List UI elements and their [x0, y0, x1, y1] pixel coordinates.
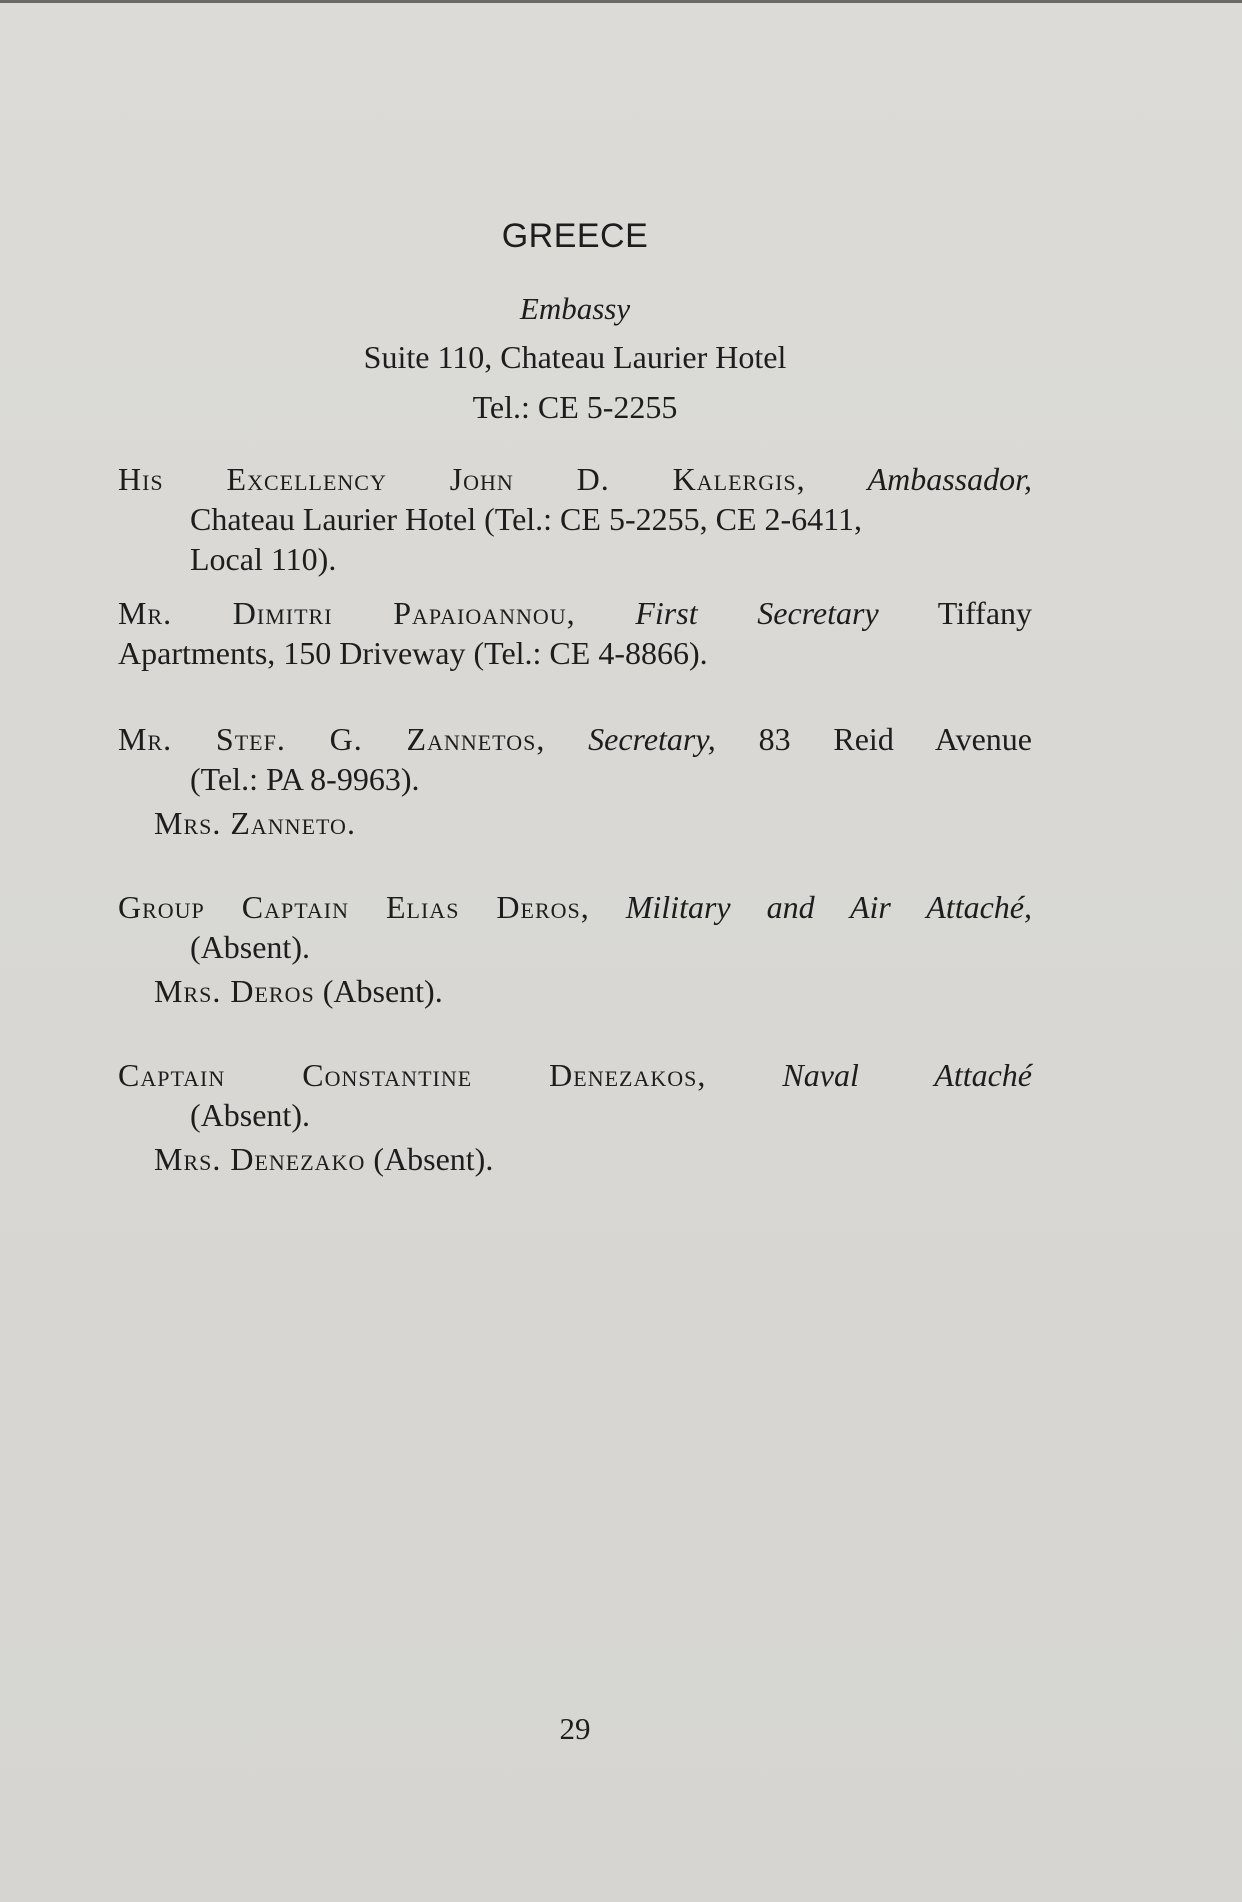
person-title: Secretary, — [588, 721, 716, 757]
person-name: Mr. Stef. G. Zannetos, — [118, 721, 546, 757]
person-name: Group Captain Elias Deros, — [118, 889, 590, 925]
spouse-line — [118, 971, 1032, 1011]
page-number: 29 — [559, 1711, 591, 1746]
entry-line: Chateau Laurier Hotel (Tel.: CE 5-2255, CE 2-6411, — [190, 501, 862, 537]
entry-line — [118, 1055, 1032, 1095]
spouse-status: (Absent). — [373, 1141, 494, 1177]
entry-address: 83 Reid Avenue — [758, 721, 1032, 757]
country-heading: GREECE — [501, 217, 649, 255]
naval-attache-entry — [118, 1055, 1032, 1179]
spouse-name: Mrs. Zanneto. — [154, 805, 356, 841]
spouse-status: (Absent). — [322, 973, 443, 1009]
first-secretary-entry — [118, 593, 1032, 673]
entry-line: Apartments, 150 Driveway (Tel.: CE 4-8866). — [118, 635, 708, 671]
person-title: Military and Air Attaché, — [625, 889, 1033, 925]
person-name: Mr. Dimitri Papaioannou, — [118, 595, 576, 631]
person-title: First Secretary — [635, 595, 879, 631]
entry-address: Tiffany — [937, 595, 1033, 631]
entry-line: (Absent). — [190, 1097, 310, 1133]
entry-line — [118, 887, 1032, 927]
entry-line — [118, 719, 1032, 759]
entry-line: (Tel.: PA 8-9963). — [190, 761, 420, 797]
entry-line: (Absent). — [190, 929, 310, 965]
person-name: Captain Constantine Denezakos, — [118, 1057, 707, 1093]
military-attache-entry — [118, 887, 1032, 1011]
entry-line — [118, 459, 1032, 499]
spouse-line — [118, 1139, 1032, 1179]
spouse-name: Mrs. Denezako — [154, 1141, 366, 1177]
ambassador-entry — [118, 459, 1032, 579]
entry-line — [118, 593, 1032, 633]
embassy-telephone: Tel.: CE 5-2255 — [472, 389, 678, 425]
person-title: Naval Attaché — [782, 1057, 1033, 1093]
person-name: His Excellency John D. Kalergis, — [118, 461, 806, 497]
embassy-address: Suite 110, Chateau Laurier Hotel — [363, 339, 787, 375]
spouse-name: Mrs. Deros — [154, 973, 315, 1009]
entry-line: Local 110). — [190, 541, 337, 577]
secretary-entry — [118, 719, 1032, 843]
person-title: Ambassador, — [867, 461, 1032, 497]
mission-type: Embassy — [519, 291, 631, 326]
